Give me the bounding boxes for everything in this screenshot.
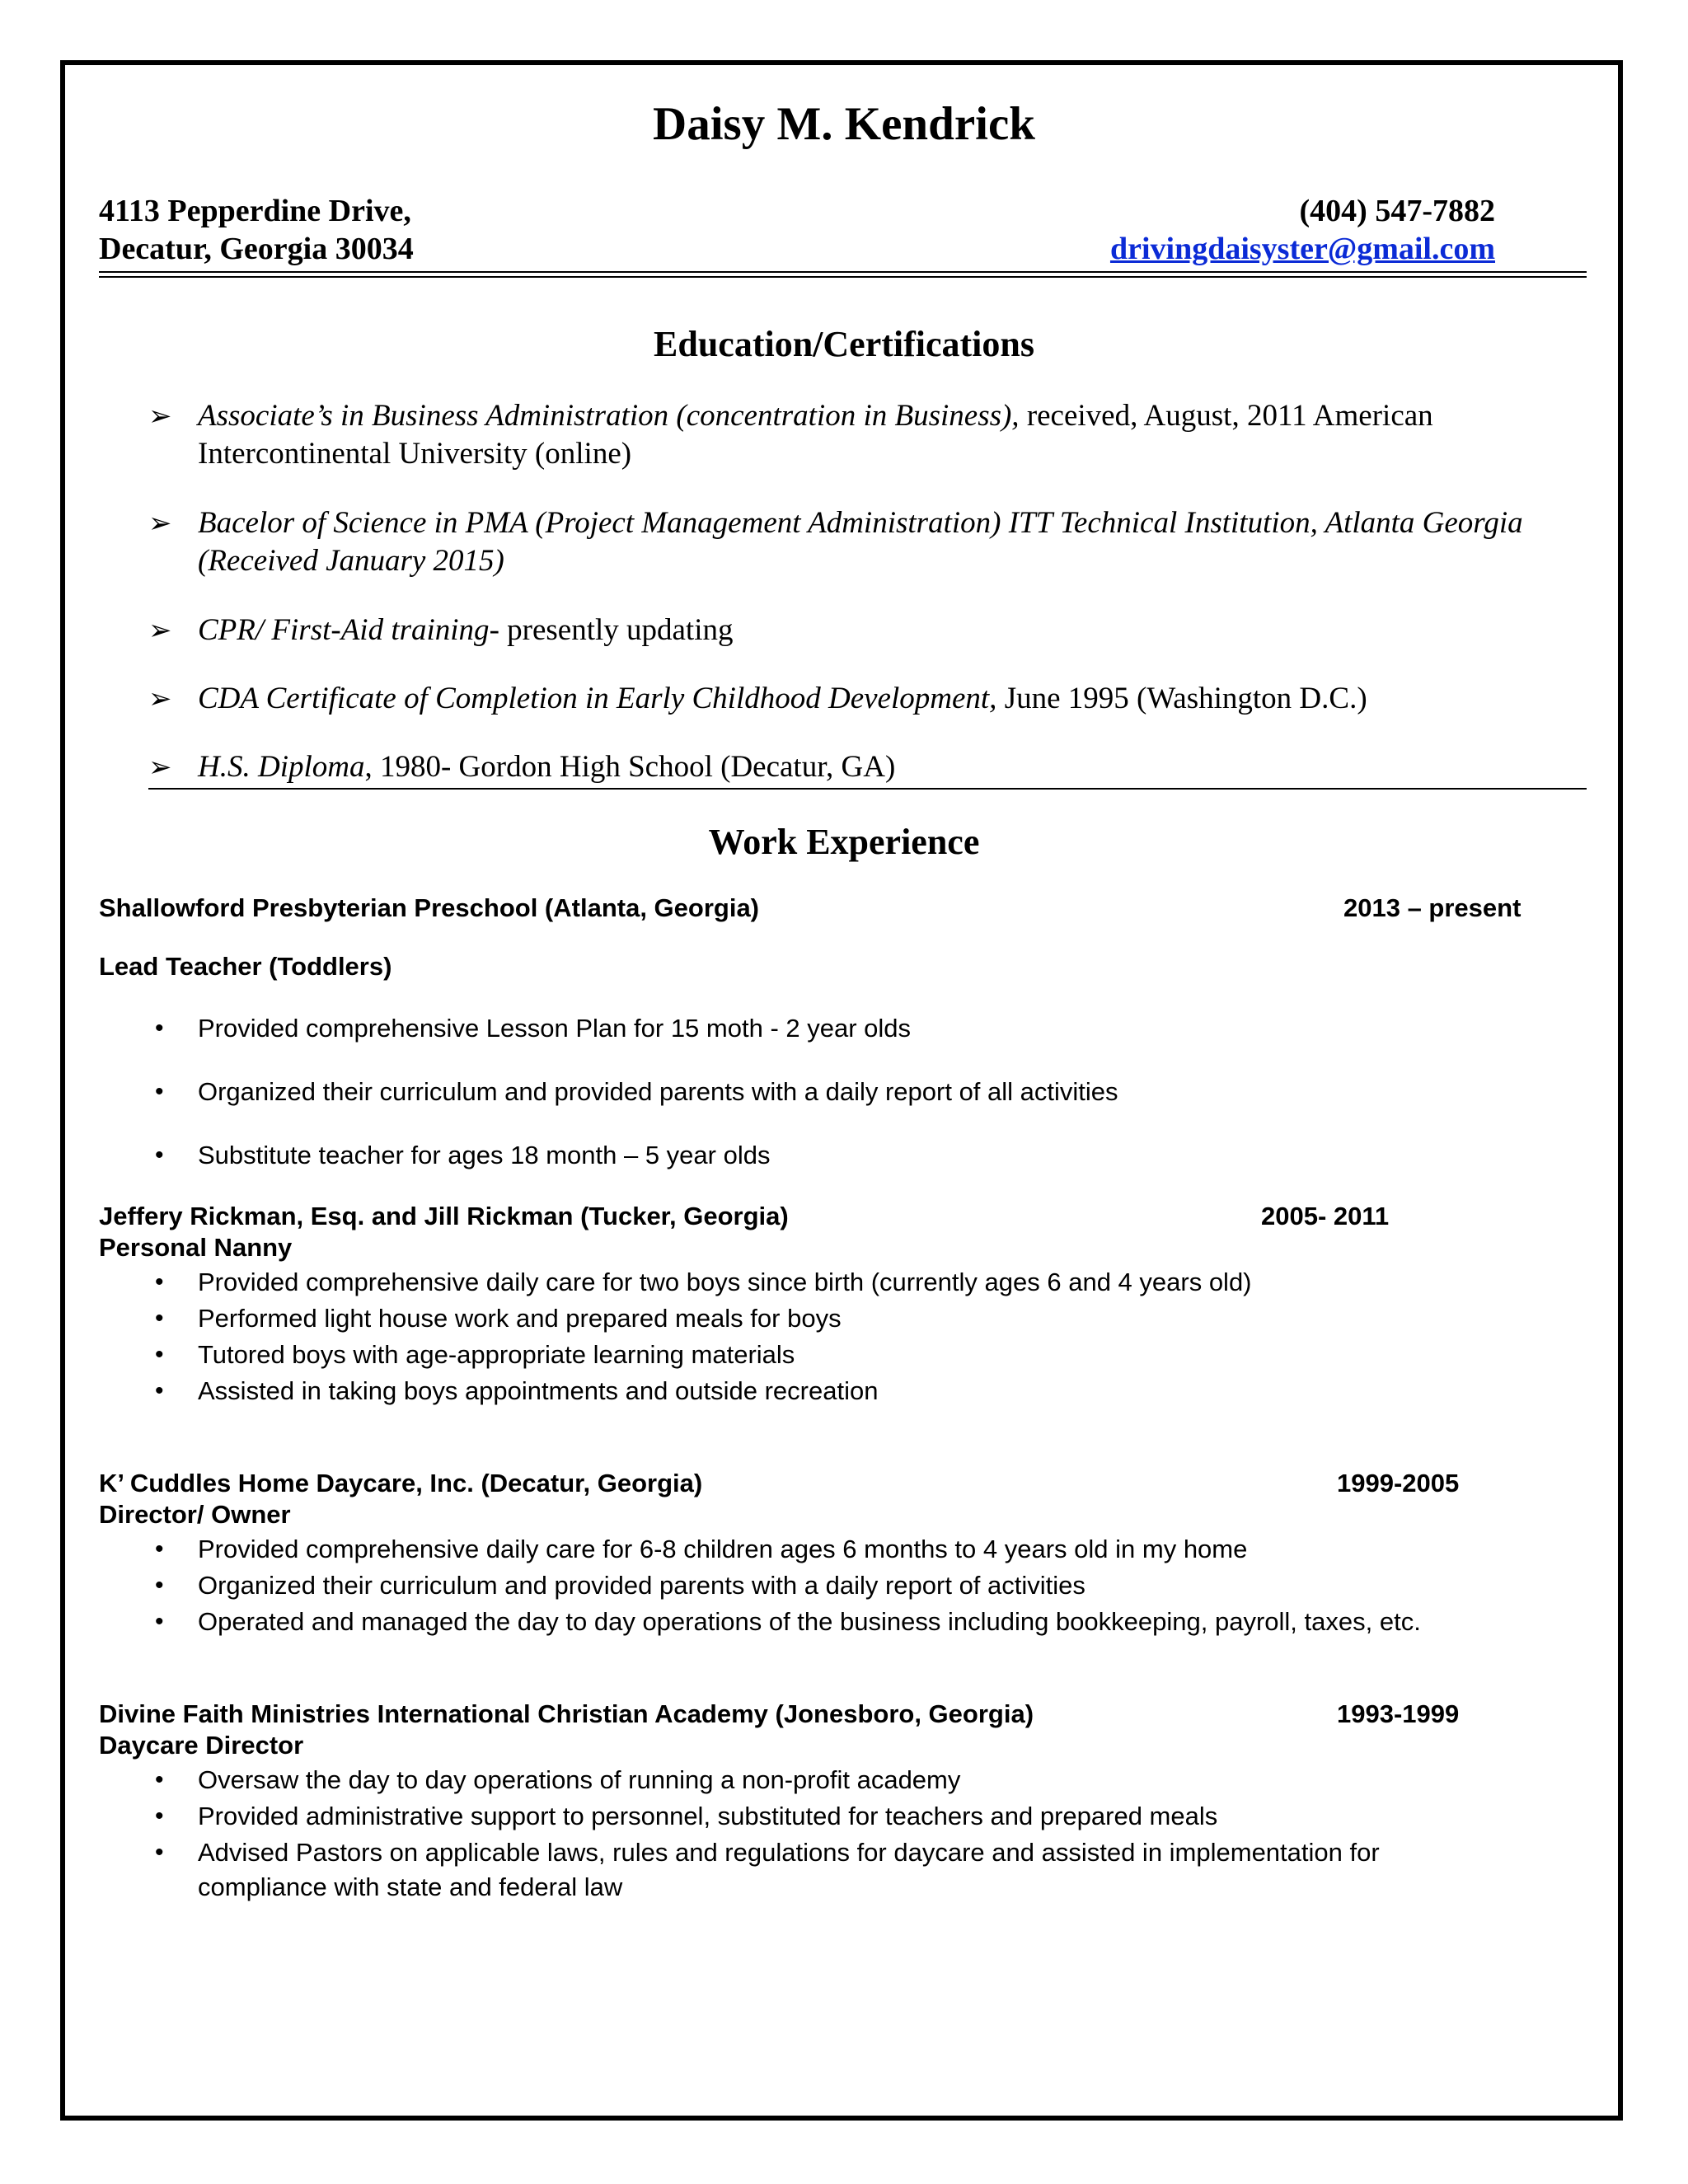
arrow-bullet-icon: ➢	[148, 616, 172, 646]
education-rule	[148, 788, 1587, 790]
education-item: H.S. Diploma, 1980- Gordon High School (Decatur, GA)	[198, 750, 896, 784]
arrow-bullet-icon: ➢	[148, 752, 172, 783]
bullet-icon: •	[155, 1802, 164, 1830]
job-employer: Jeffery Rickman, Esq. and Jill Rickman (Tucker, Georgia)	[99, 1202, 789, 1230]
job-role: Director/ Owner	[99, 1500, 291, 1529]
education-item: Bacelor of Science in PMA (Project Management Administration) ITT Technical Institution, Atlanta Georgia (Received January 2015)	[198, 506, 1523, 578]
bullet-icon: •	[155, 1141, 164, 1169]
bullet-icon: •	[155, 1377, 164, 1404]
arrow-bullet-icon: ➢	[148, 509, 172, 539]
education-section-title: Education/Certifications	[654, 324, 1034, 364]
job-bullet: Operated and managed the day to day operations of the business including bookkeeping, payroll, taxes, etc.	[198, 1607, 1421, 1636]
bullet-icon: •	[155, 1268, 164, 1296]
work-section-title: Work Experience	[708, 822, 980, 862]
arrow-bullet-icon: ➢	[148, 684, 172, 715]
address-line-1: 4113 Pepperdine Drive,	[99, 194, 411, 228]
bullet-icon: •	[155, 1535, 164, 1563]
bullet-icon: •	[155, 1305, 164, 1332]
job-bullet: Advised Pastors on applicable laws, rules and regulations for daycare and assisted in implementation for compliance with state and federal law	[198, 1838, 1380, 1901]
education-item: CPR/ First-Aid training- presently updating	[198, 613, 734, 647]
header-rule-top	[99, 271, 1587, 273]
job-dates: 2005- 2011	[1261, 1202, 1390, 1230]
bullet-icon: •	[155, 1839, 164, 1866]
bullet-icon: •	[155, 1015, 164, 1042]
job-bullet: Provided comprehensive Lesson Plan for 15 moth - 2 year olds	[198, 1014, 912, 1043]
job-bullet: Organized their curriculum and provided parents with a daily report of activities	[198, 1571, 1085, 1600]
bullet-icon: •	[155, 1608, 164, 1635]
education-item: Associate’s in Business Administration (concentration in Business), received, August, 2011 American Intercontinental University (online)	[198, 399, 1433, 471]
job-dates: 2013 – present	[1343, 893, 1522, 922]
job-bullet: Assisted in taking boys appointments and outside recreation	[198, 1376, 879, 1405]
job-bullet: Organized their curriculum and provided parents with a daily report of all activities	[198, 1077, 1118, 1106]
job-bullet: Provided administrative support to personnel, substituted for teachers and prepared meals	[198, 1802, 1218, 1830]
bullet-icon: •	[155, 1766, 164, 1793]
email-link[interactable]: drivingdaisyster@gmail.com	[1109, 232, 1495, 266]
arrow-bullet-icon: ➢	[148, 401, 172, 432]
job-dates: 1999-2005	[1337, 1469, 1460, 1497]
address-line-2: Decatur, Georgia 30034	[99, 232, 414, 266]
job-role: Daycare Director	[99, 1731, 304, 1760]
bullet-icon: •	[155, 1341, 164, 1368]
phone-number: (404) 547-7882	[1299, 194, 1495, 228]
education-item: CDA Certificate of Completion in Early Childhood Development, June 1995 (Washington D.C.)	[198, 682, 1367, 715]
job-role: Personal Nanny	[99, 1233, 293, 1262]
bullet-icon: •	[155, 1572, 164, 1599]
job-bullet: Substitute teacher for ages 18 month – 5 year olds	[198, 1141, 771, 1169]
job-bullet: Provided comprehensive daily care for 6-8 children ages 6 months to 4 years old in my home	[198, 1535, 1248, 1563]
job-role: Lead Teacher (Toddlers)	[99, 952, 392, 981]
job-employer: K’ Cuddles Home Daycare, Inc. (Decatur, Georgia)	[99, 1469, 703, 1497]
job-bullet: Performed light house work and prepared meals for boys	[198, 1304, 842, 1333]
resume-name: Daisy M. Kendrick	[653, 98, 1035, 150]
job-bullet: Provided comprehensive daily care for two boys since birth (currently ages 6 and 4 years old)	[198, 1268, 1252, 1296]
bullet-icon: •	[155, 1078, 164, 1105]
job-bullet: Oversaw the day to day operations of running a non-profit academy	[198, 1765, 961, 1794]
job-employer: Divine Faith Ministries International Christian Academy (Jonesboro, Georgia)	[99, 1699, 1034, 1728]
job-employer: Shallowford Presbyterian Preschool (Atlanta, Georgia)	[99, 893, 760, 922]
job-bullet: Tutored boys with age-appropriate learning materials	[198, 1340, 795, 1369]
header-rule-bottom	[99, 276, 1587, 278]
job-dates: 1993-1999	[1337, 1699, 1460, 1728]
